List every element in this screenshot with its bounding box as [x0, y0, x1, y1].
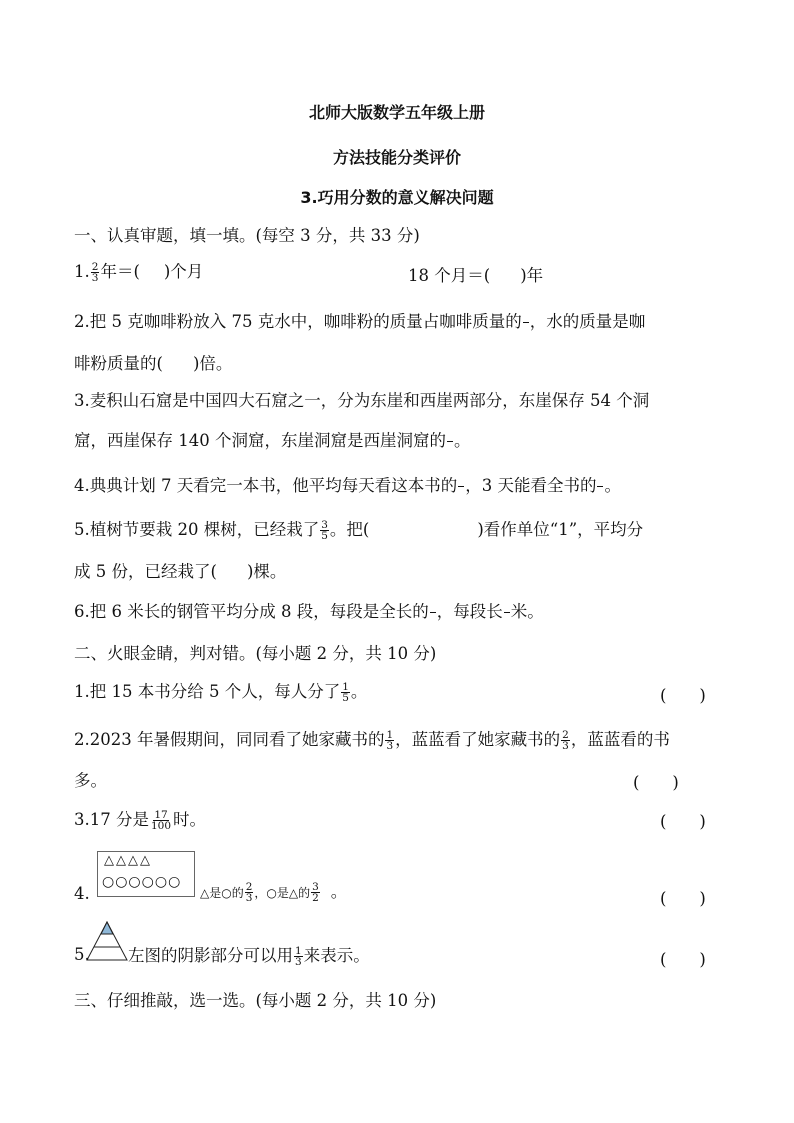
fraction: $\frac{1}{5}$ [342, 681, 349, 704]
fraction: $\frac{3}{5}$ [321, 519, 328, 542]
fraction: $\frac{1}{3}$ [386, 729, 394, 752]
fraction: $\frac{2}{3}$ [562, 729, 569, 752]
fraction: $\frac{2}{3}$ [91, 261, 99, 284]
question-1-5: 5.植树节要栽 20 棵树，已经栽了 $\frac{3}{5}$ 。把( )看作单位“1”，平均分 [74, 519, 644, 542]
lesson-title: 3.巧用分数的意义解决问题 [300, 188, 494, 207]
fraction-blank[interactable] [597, 479, 603, 494]
question-1-6: 6.把 6 米长的钢管平均分成 8 段，每段是全长的 ，每段长 米。 [74, 602, 544, 621]
judge-paren-3[interactable]: ( ) [660, 812, 706, 831]
fraction: $\frac{3}{2}$ [312, 881, 319, 904]
judge-paren-4[interactable]: ( ) [660, 889, 706, 908]
question-1-1: 1. $\frac{2}{3}$ 年＝( )个月 [74, 261, 204, 284]
book-title: 北师大版数学五年级上册 [308, 103, 485, 122]
section2-heading: 二、火眼金睛，判对错。(每小题 2 分，共 10 分) [74, 644, 437, 663]
question-1-1b: 18 个月＝( )年 [408, 266, 544, 285]
question-1-3-cont: 窟，西崖保存 140 个洞窟，东崖洞窟是西崖洞窟的 。 [74, 431, 471, 450]
circles-row: ○○○○○○ [102, 874, 182, 890]
question-1-2-cont: 啡粉质量的( )倍。 [74, 354, 233, 373]
question-1-2: 2.把 5 克咖啡粉放入 75 克水中，咖啡粉的质量占咖啡质量的 ，水的质量是咖 [74, 312, 646, 331]
shape-box-figure [97, 851, 195, 897]
section3-heading: 三、仔细推敲，选一选。(每小题 2 分，共 10 分) [74, 991, 437, 1010]
judge-paren-1[interactable]: ( ) [660, 686, 706, 705]
question-2-5-num: 5. [74, 945, 90, 964]
fraction-blank[interactable] [430, 605, 436, 620]
judge-paren-2[interactable]: ( ) [633, 773, 679, 792]
section-title: 方法技能分类评价 [332, 148, 461, 167]
judge-paren-5[interactable]: ( ) [660, 950, 706, 969]
fraction-blank[interactable] [447, 434, 453, 449]
shaded-triangle-figure [86, 920, 128, 962]
fraction: $\frac{2}{3}$ [245, 881, 253, 904]
triangles-row: △△△△ [104, 853, 152, 868]
question-1-5-cont: 成 5 份，已经栽了( )棵。 [74, 562, 287, 581]
fraction-blank[interactable] [523, 315, 529, 330]
fraction-blank[interactable] [504, 605, 510, 620]
question-2-5: 左图的阴影部分可以用 $\frac{1}{3}$ 来表示。 [128, 945, 370, 968]
fraction: $\frac{17}{100}$ [150, 809, 172, 832]
section1-heading: 一、认真审题，填一填。(每空 3 分，共 33 分) [74, 226, 420, 245]
fraction-blank[interactable] [458, 479, 464, 494]
fraction: $\frac{1}{3}$ [295, 945, 302, 968]
question-2-4-num: 4. [74, 884, 90, 903]
question-2-2: 2.2023 年暑假期间，同同看了她家藏书的 $\frac{1}{3}$ ，蓝蓝看了她家藏书的 $\frac{2}{3}$ ，蓝蓝看的书 [74, 729, 670, 752]
question-2-3: 3.17 分是 $\frac{17}{100}$ 时。 [74, 809, 207, 832]
question-2-1: 1.把 15 本书分给 5 个人，每人分了 $\frac{1}{5}$ 。 [74, 681, 368, 704]
question-1-3: 3.麦积山石窟是中国四大石窟之一，分为东崖和西崖两部分，东崖保存 54 个洞 [74, 391, 650, 410]
question-1-4: 4.典典计划 7 天看完一本书，他平均每天看这本书的 ，3 天能看全书的 。 [74, 476, 621, 495]
question-2-4: △是○的 $\frac{2}{3}$ ，○是△的 $\frac{3}{2}$ 。 [200, 881, 348, 904]
question-2-2-cont: 多。 [74, 771, 107, 790]
